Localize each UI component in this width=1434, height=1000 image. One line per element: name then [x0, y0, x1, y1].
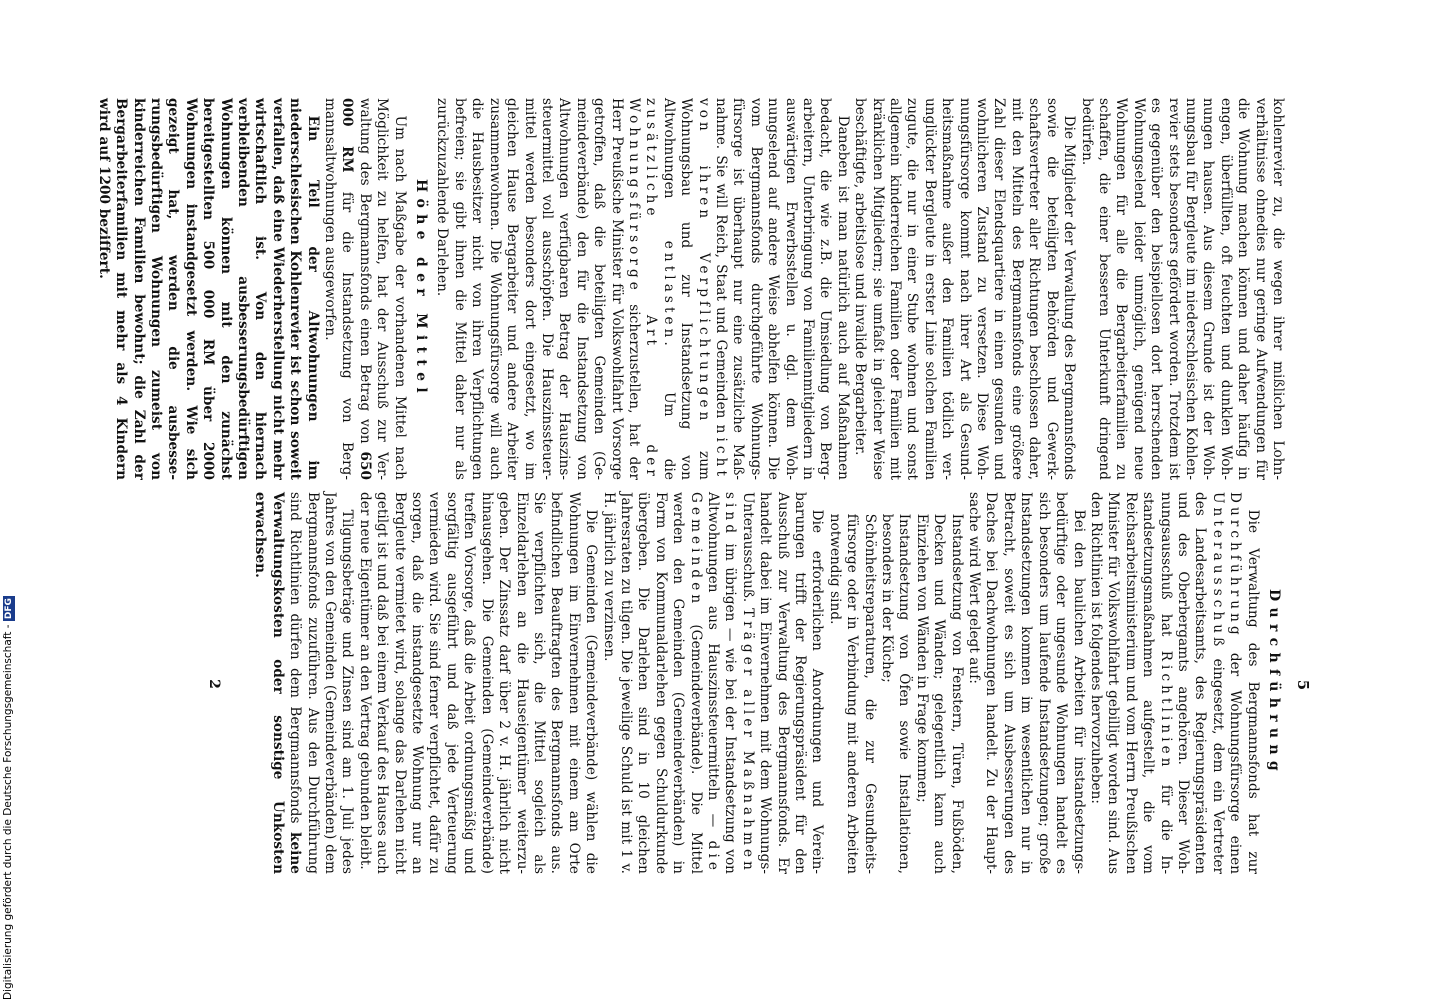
paragraph: Tilgungsbeträge und Zinsen sind am 1. Juli jedes Jahres von den Gemeinden (Gemeindeverbänden) dem Bergmannsfonds zuzuführen. Aus den Durchführung sind Richtlinien dürfen dem Bergmannsfonds keine Verwaltungskosten oder sonstige Unkosten erwachsen. — [252, 492, 356, 874]
dfg-logo: DFG — [4, 598, 14, 620]
paragraph: Die Verwaltung des Bergmannsfonds hat zur Durchführung der Wohnungsfürsorge einen Unterausschuß eingesetzt, dem ein Vertreter des Landesarbeitsamts, des Regierungspräsidenten und des Oberbergamts angehören. Dieser Wohnungsausschuß hat Richtlinien für die Instandsetzungsmaßnahmen aufgestellt, die vom Reichsarbeitsministerium und vom Herrn Preußischen Minister für Volkswohlfahrt gebilligt worden sind. Aus den Richtlinien ist folgendes hervorzuheben: — [1087, 492, 1261, 875]
paragraph: Daneben ist man natürlich auch auf Maßnahmen bedacht, die wie z.B. die Umsiedlung von Bergarbeitern, Unterbringung von Familienmitgliedern in auswärtigen Erwerbsstellen u. dgl. dem Wohnungselend auf andere Weise abhelfen können. Die vom Bergmannsfonds durchgeführte Wohnungsfürsorge ist überhaupt nur eine zusätzliche Maßnahme. Sie will Reich, Staat und Gemeinden nicht von ihren Verpflichtungen zum Wohnungsbau und zur Instandsetzung von Altwohnungen entlasten. Um die zusätzliche Art der Wohnungsfürsorge sicherzustellen, hat der Herr Preußische Minister für Volkswohlfahrt Vorsorge getroffen, daß die beteiligten Gemeinden (Gemeindeverbände) den für die Instandsetzung von Altwohnungen verfügbaren Betrag der Hauszinssteuermittel voll ausschöpfen. Die Hauszinssteuermittel werden besonders dort eingesetzt, wo im gleichen Hause Bergarbeiter und andere Arbeiter zusammenwohnen. Die Wohnungsfürsorge will auch die Hausbesitzer nicht von ihren Verpflichtungen befreien; sie gibt ihnen die Mittel daher nur als zurückzuzahlende Darlehen. — [434, 98, 851, 480]
paragraph: Um nach Maßgabe der vorhandenen Mittel nach Möglichkeit zu helfen, hat der Ausschuß zur Verwaltung des Bergmannsfonds einen Betrag von 650 000 RM für die Instandsetzung von Bergmannsaltwohnungen ausgeworfen. — [322, 98, 408, 480]
paragraph: Ein Teil der Altwohnungen im niederschlesischen Kohlenrevier ist schon soweit verfallen, daß eine Wiederherstellung nicht mehr wirtschaftlich ist. Von den hiernach verbleibenden ausbesserungsbedürftigen Wohnungen können mit den zunächst bereitgestellten 500 000 RM über 2000 Wohnungen instandgesetzt werden. Wie sich gezeigt hat, werden die ausbesserungsbedürftigen Wohnungen zumeist von kinderreichen Familien bewohnt; die Zahl der Bergarbeiterfamilien mit mehr als 4 Kindern wird auf 1200 beziffert. — [95, 98, 321, 480]
section-heading: Höhe der Mittel — [413, 179, 430, 399]
dfg-footer — [0, 0, 16, 1000]
paragraph: Die Mitglieder der Verwaltung des Bergmannsfonds sowie die beteiligten Behörden und Gewerkschaftsvertreter aller Richtungen beschlossen daher, mit den Mitteln des Bergmannsfonds eine größere Zahl dieser Elendsquartiere in einen gesunden und wohnlicheren Zustand zu versetzen. Diese Wohnungsfürsorge kommt nach ihrer Art als Gesundheitsmaßnahme außer den Familien tödlich verunglückter Bergleute in erster Linie solchen Familien zugute, die nur in einer Stube wohnen und sonst allgemein kinderreichen Familien oder Familien mit kränklichen Mitgliedern; sie umfaßt in gleicher Weise beschäftigte, arbeitslose und invalide Bergarbeiter. — [852, 98, 1078, 480]
footer-text: Digitalisierung gefördert durch die Deutsche Forschungsgemeinschaft - — [2, 624, 14, 1000]
section-heading: Durchführung — [1266, 589, 1282, 777]
list-item: Schönheitsreparaturen, die zur Gesundheitsfürsorge oder in Verbindung mit anderen Arbeiten notwendig sind. — [826, 513, 878, 874]
list-item: Instandsetzung von Fenstern, Türen, Fußböden, Decken und Wänden; gelegentlich kann auch Einziehen von Wänden in Frage kommen; — [913, 513, 965, 874]
right-column — [251, 492, 1286, 874]
page-number-bottom: 2 — [206, 679, 222, 689]
list-item: Instandsetzung von Öfen sowie Installationen, besonders in der Küche; — [879, 513, 913, 874]
paragraph: Die erforderlichen Anordnungen und Vereinbarungen trifft der Regierungspräsident für den Ausschuß zur Verwaltung des Bergmannsfonds. Er handelt dabei im Einvernehmen mit dem Wohnungs-Unterausschuß. Träger aller Maßnahmen sind im übrigen — wie bei der Instandsetzung von Altwohnungen aus Hauszinssteuermitteln — die Gemeinden (Gemeindeverbände). Die Mittel werden den Gemeinden (Gemeindeverbänden) in Form von Kommunaldarlehen gegen Schuldurkunde übergeben. Die Darlehen sind in 10 gleichen Jahresraten zu tilgen. Die jeweilige Schuld ist mit 1 v. H. jährlich zu verzinsen. — [600, 492, 826, 874]
paragraph: Bei den baulichen Arbeiten für instandsetzungsbedürftige oder ungesunde Wohnungen handelt es sich besonders um laufende Instandsetzungen; große Instandsetzungen kommen im wesentlichen nur in Betracht, soweit es sich um Ausbesserungen des Daches bei Dachwohnungen handelt. Zu der Hauptsache wird Wert gelegt auf: — [966, 492, 1087, 874]
left-column — [94, 98, 1286, 480]
paragraph: kohlenrevier zu, die wegen ihrer mißlichen Lohnverhältnisse ohnedies nur geringe Aufwendungen für die Wohnung machen können und daher häufig in engen, überfüllten, oft feuchten und dunklen Wohnungen hausen. Aus diesem Grunde ist der Wohnungsbau für Bergleute im niederschlesischen Kohlenrevier stets besonders gefördert worden. Trotzdem ist es gegenüber den beispiellosen dort herrschenden Wohnungselend leider unmöglich, genügend neue Wohnungen für alle die Bergarbeiterfamilien zu schaffen, die einer besseren Unterkunft dringend bedürfen. — [1078, 98, 1286, 480]
paragraph: Die Gemeinden (Gemeindeverbände) wählen die Wohnungen im Einvernehmen mit einem am Orte befindlichen Beauftragten des Bergmannsfonds aus. Sie verpflichten sich, die Mittel sogleich als Einzeldarlehen an die Hauseigentümer weiterzugeben. Der Zinssatz darf über 2 v. H. jährlich nicht hinausgehen. Die Gemeinden (Gemeindeverbände) treffen Vorsorge, daß die Arbeit ordnungsmäßig und sorgfältig ausgeführt und daß jede Verteuerung vermieden wird. Sie sind ferner verpflichtet, dafür zu sorgen, daß die instandgesetzte Wohnung nur an Bergleute vermietet wird, solange das Darlehen nicht getilgt ist und daß bei einem Verkauf des Hauses auch der neue Eigentümer an den Vertrag gebunden bleibt. — [356, 492, 600, 874]
page-number-top: 5 — [1294, 679, 1312, 691]
